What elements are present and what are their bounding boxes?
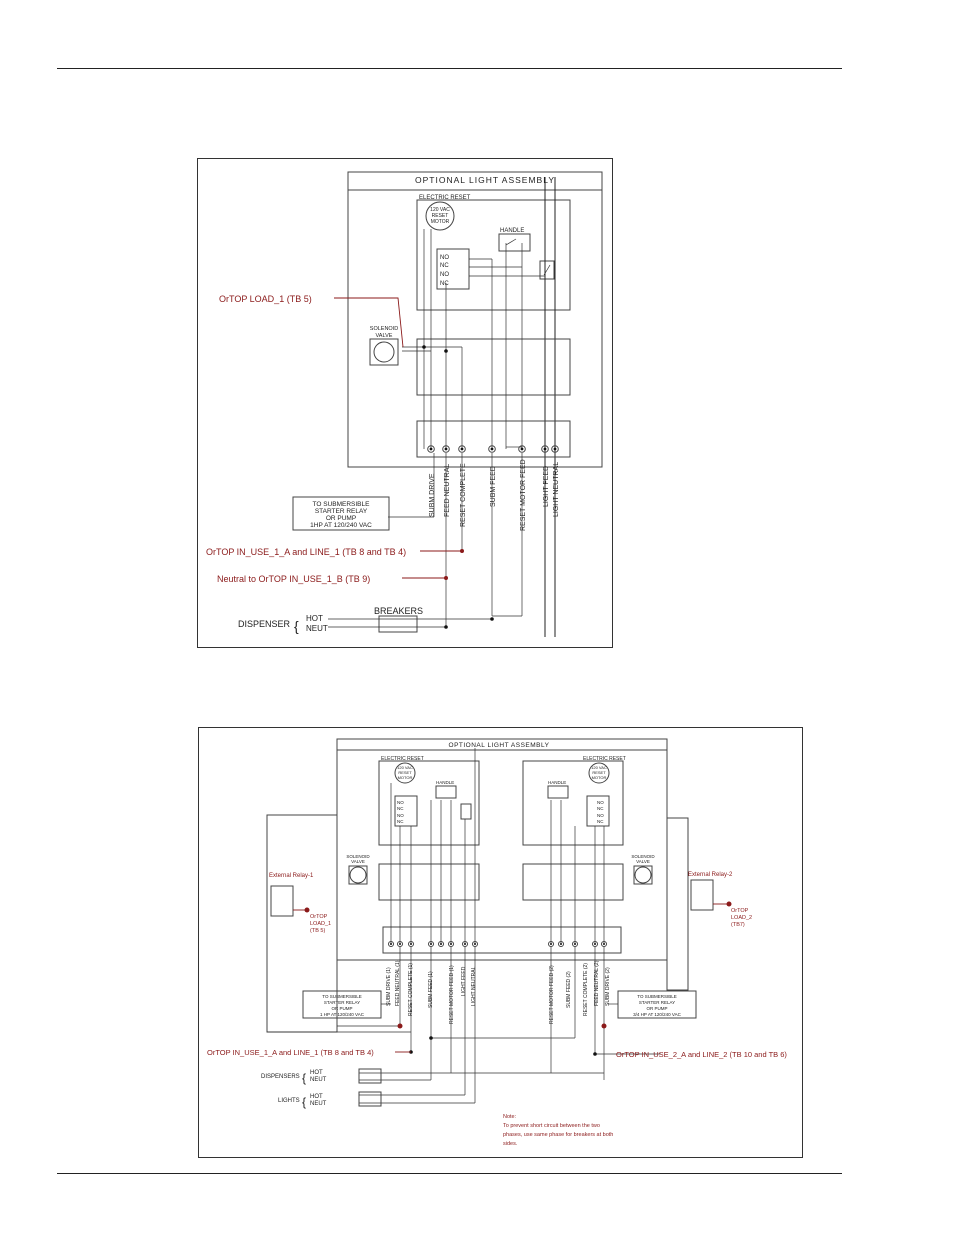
wiring-diagram-single-svg [198,159,612,647]
contact-left-3: NO [397,813,404,818]
contact-right-4: NC [597,819,604,824]
dispensers-breaker [359,1069,381,1083]
left-term-feed-neutral: FEED NEUTRAL (1) [395,960,401,1006]
dispensers-label: DISPENSERS [261,1074,300,1080]
light-switch-left [461,804,471,819]
assembly-title: OPTIONAL LIGHT ASSEMBLY [415,175,555,185]
load2-label-3: (TB7) [731,922,745,928]
load2-label-2: LOAD_2 [731,915,753,921]
left-term-light-feed: LIGHT FEED [461,966,467,996]
terminal-dots [428,446,559,453]
left-term-subm-feed: SUBM FEED (1) [428,971,434,1008]
starter-left-label-3: OR PUMP [331,1006,353,1011]
starter-label-3: OR PUMP [325,515,357,522]
neut-label: NEUT [306,624,328,633]
dispensers-hot-label: HOT [310,1070,323,1076]
right-term-subm-feed: SUBM FEED (2) [566,971,572,1008]
dispensers-neut-label: NEUT [310,1077,327,1083]
contact-nc-1: NC [440,263,449,269]
terminal-block-2 [383,927,621,953]
dispenser-label: DISPENSER [238,619,291,629]
starter-left-label-4: 1 HP AT 120/240 VAC [320,1012,364,1017]
contact-nc-2: NC [440,281,449,287]
terminal-label-feed-neutral: FEED NEUTRAL [444,463,451,517]
motor-left-label-1: 120 VAC [397,765,413,770]
contact-right-1: NO [597,800,604,805]
handle-left-label: HANDLE [436,780,455,785]
junction-box [417,339,570,395]
note-line-3: sides. [503,1141,518,1147]
load2-label-1: OrTOP [731,908,749,914]
note-line-1: To prevent short circuit between the two [503,1123,600,1129]
left-term-subm-drive: SUBM DRIVE (1) [386,967,392,1006]
right-term-reset-motor-feed: RESET MOTOR FEED (2) [549,965,555,1024]
handle-label: HANDLE [500,228,525,234]
ortop-load-wire [334,298,403,347]
in-use-label: OrTOP IN_USE_1_A and LINE_1 (TB 8 and TB 4) [206,547,407,557]
ortop-load-label: OrTOP LOAD_1 (TB 5) [219,294,312,304]
contact-right-3: NO [597,813,604,818]
starter-label-2: STARTER RELAY [314,508,368,515]
solenoid-left-label-2: VALVE [351,859,365,864]
footer-rule [57,1173,842,1174]
wiring-diagram-dual [198,727,803,1158]
breaker-box [379,616,417,632]
lights-brace-icon: { [302,1095,307,1109]
assembly-enclosure [348,172,602,467]
starter-label-4: 1HP AT 120/240 VAC [310,522,372,529]
header-rule [57,68,842,69]
solenoid-icon [374,342,394,362]
motor-right-label-3: MOTOR [591,775,607,780]
ext-relay-1-label: External Relay-1 [269,873,314,879]
handle-right-label: HANDLE [548,780,567,785]
contact-left-2: NC [397,806,404,811]
terminal-label-reset-complete: RESET COMPLETE [460,463,467,527]
in-use-1-label: OrTOP IN_USE_1_A and LINE_1 (TB 8 and TB 4) [207,1048,374,1057]
electric-reset-left-label: ELECTRIC RESET [381,756,424,762]
right-term-subm-drive: SUBM DRIVE (2) [605,967,611,1006]
motor-label-3: MOTOR [430,219,450,225]
solenoid-left-label-1: SOLENOID [346,854,370,859]
contact-right-2: NC [597,806,604,811]
ext-relay-1 [271,886,293,916]
solenoid-right-label-1: SOLENOID [631,854,655,859]
dispensers-brace-icon: { [302,1071,307,1085]
load1-label-1: OrTOP [310,914,328,920]
terminal-label-subm-feed: SUBM FEED [490,466,497,507]
starter-right-label-3: OR PUMP [646,1006,668,1011]
ext-relay-2 [691,880,713,910]
motor-left-label-3: MOTOR [397,775,413,780]
solenoid-left-icon [350,867,366,883]
motor-label-1: 120 VAC [430,207,450,213]
wiring-diagram-single [197,158,613,648]
handle-switch [499,234,530,251]
hot-label: HOT [306,614,323,623]
solenoid-label-2: VALVE [375,333,393,339]
ext-relay-2-loop [667,818,688,990]
ext-relay-2-label: External Relay-2 [688,872,733,878]
starter-right-label-1: TO SUBMERSIBLE [637,994,677,999]
motor-left-label-2: RESET [398,770,412,775]
motor-right-label-2: RESET [592,770,606,775]
left-term-reset-motor-feed: RESET MOTOR FEED (1) [449,965,455,1024]
terminal-label-reset-motor-feed: RESET MOTOR FEED [520,459,527,531]
right-term-reset-complete: RESET COMPLETE (2) [583,963,589,1016]
contact-no-1: NO [440,255,449,261]
starter-left-label-1: TO SUBMERSIBLE [322,994,362,999]
solenoid-right-label-2: VALVE [636,859,650,864]
load1-label-3: (TB 5) [310,928,326,934]
assembly-title-2: OPTIONAL LIGHT ASSEMBLY [448,742,550,749]
lights-hot-label: HOT [310,1094,323,1100]
handle-left [436,786,456,798]
starter-right-label-4: 3/4 HP AT 120/240 VAC [633,1012,681,1017]
electric-reset-label: ELECTRIC RESET [419,195,471,201]
breakers-label: BREAKERS [374,606,424,616]
terminal-label-light-feed: LIGHT FEED [543,465,550,507]
contact-no-2: NO [440,272,449,278]
left-term-light-neutral: LIGHT NEUTRAL [471,966,477,1006]
note-title: Note: [503,1114,517,1120]
lights-neut-label: NEUT [310,1101,327,1107]
lights-label: LIGHTS [278,1098,300,1104]
starter-left-label-2: STARTER RELAY [323,1000,361,1005]
contact-left-4: NC [397,819,404,824]
right-term-feed-neutral: FEED NEUTRAL (2) [594,960,600,1006]
lights-breaker [359,1092,381,1106]
electric-reset-right-label: ELECTRIC RESET [583,756,626,762]
terminal-label-light-neutral: LIGHT NEUTRAL [553,461,560,517]
starter-label-1: TO SUBMERSIBLE [312,501,370,508]
neutral-label: Neutral to OrTOP IN_USE_1_B (TB 9) [217,574,371,584]
left-term-reset-complete: RESET COMPLETE (1) [408,963,414,1016]
load1-label-2: LOAD_1 [310,921,332,927]
handle-right [548,786,568,798]
junction-left [379,864,479,900]
motor-right-label-1: 120 VAC [591,765,607,770]
terminal-dots-2 [389,942,607,947]
solenoid-label-1: SOLENOID [369,326,399,332]
terminal-label-subm-drive: SUBM DRIVE [429,473,436,517]
starter-right-label-2: STARTER RELAY [638,1000,676,1005]
in-use-2-label: OrTOP IN_USE_2_A and LINE_2 (TB 10 and TB 6) [616,1050,787,1059]
note-line-2: phases, use same phase for breakers at both [503,1132,614,1138]
contact-left-1: NO [397,800,404,805]
solenoid-right-icon [635,867,651,883]
motor-label-2: RESET [431,213,449,219]
brace-icon: { [294,618,299,634]
junction-right [523,864,623,900]
wiring-diagram-dual-svg [199,728,802,1157]
electric-reset-right [523,761,623,845]
electric-reset-left [379,761,479,845]
